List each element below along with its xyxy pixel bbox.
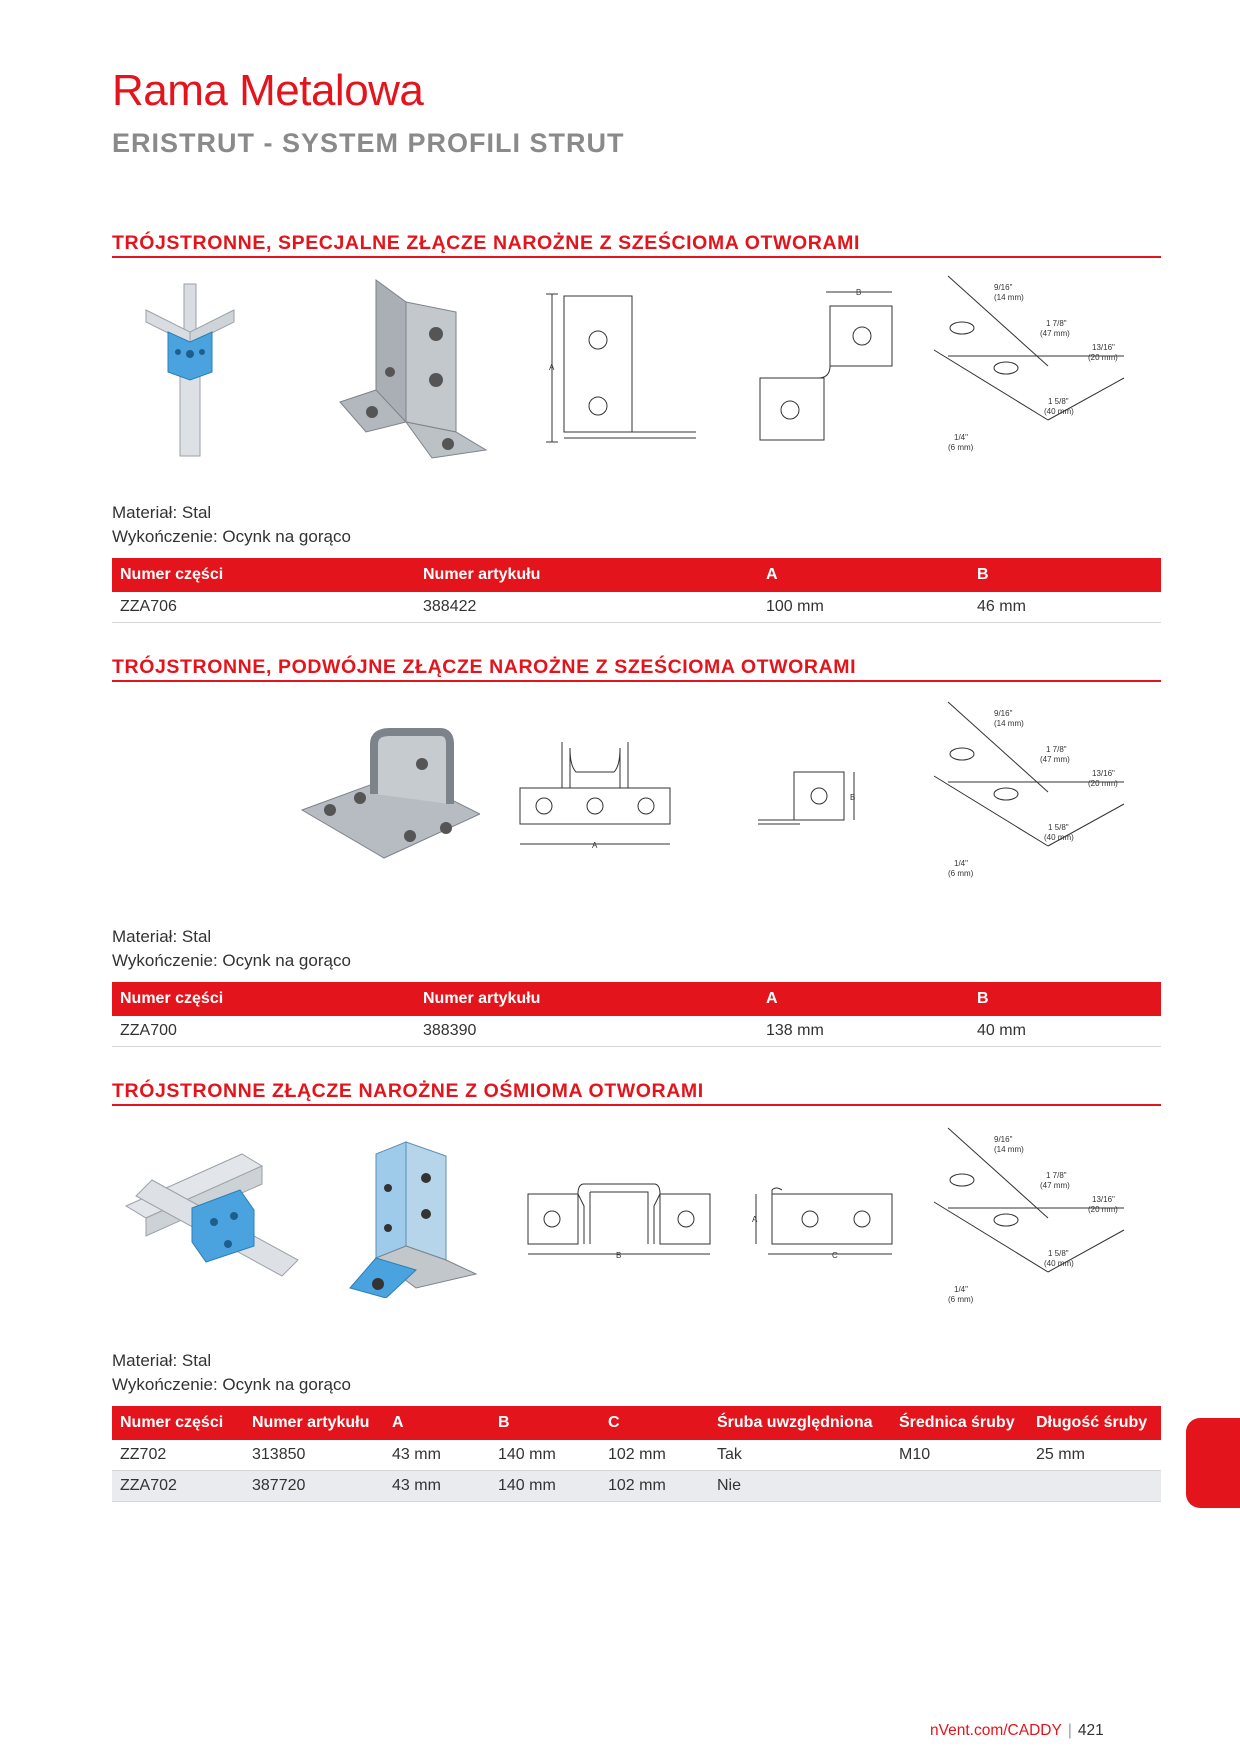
svg-text:B: B	[616, 1251, 622, 1260]
svg-text:B: B	[850, 793, 856, 802]
technical-drawing-top-view	[756, 286, 896, 441]
svg-text:(47 mm): (47 mm)	[1040, 755, 1070, 764]
table-header: Długość śruby	[1028, 1406, 1161, 1440]
material-text: Materiał: Stal	[112, 503, 212, 522]
material-text: Materiał: Stal	[112, 927, 212, 946]
hole-spacing-diagram	[928, 1122, 1128, 1312]
product-photo-u-bracket	[300, 724, 480, 864]
svg-text:(6 mm): (6 mm)	[948, 443, 974, 452]
hole-spacing-diagram	[928, 696, 1128, 886]
finish-text: Wykończenie: Ocynk na gorąco	[112, 951, 351, 970]
svg-text:(40 mm): (40 mm)	[1044, 407, 1074, 416]
table-header: Numer części	[112, 558, 415, 592]
svg-text:(14 mm): (14 mm)	[994, 719, 1024, 728]
spec-table	[112, 558, 1161, 623]
table-header: Śruba uwzględniona	[709, 1406, 891, 1440]
dim-label-b: B	[856, 288, 862, 297]
svg-text:(6 mm): (6 mm)	[948, 869, 974, 878]
svg-text:A: A	[752, 1215, 758, 1224]
product-photo-strut-assembly	[140, 280, 240, 460]
table-header: B	[490, 1406, 600, 1440]
svg-text:1 7/8": 1 7/8"	[1046, 1171, 1067, 1180]
dim-label-a: A	[549, 363, 555, 372]
table-header: Numer artykułu	[415, 558, 758, 592]
product-photo-bracket	[336, 272, 491, 462]
svg-text:A: A	[592, 841, 598, 850]
svg-text:13/16": 13/16"	[1092, 769, 1115, 778]
table-header: Numer części	[112, 982, 415, 1016]
spec-table	[112, 982, 1161, 1047]
svg-text:(40 mm): (40 mm)	[1044, 833, 1074, 842]
product-photo-strut-cross	[122, 1150, 302, 1280]
page-number: 421	[1077, 1722, 1104, 1739]
technical-drawing-front-view	[524, 1178, 714, 1260]
svg-text:(6 mm): (6 mm)	[948, 1295, 974, 1304]
svg-text:1/4": 1/4"	[954, 433, 968, 442]
svg-text:(20 mm): (20 mm)	[1088, 353, 1118, 362]
svg-text:1/4": 1/4"	[954, 859, 968, 868]
section-title: TRÓJSTRONNE, PODWÓJNE ZŁĄCZE NAROŻNE Z SZEŚCIOMA OTWORAMI	[112, 656, 857, 678]
page-subtitle: ERISTRUT - SYSTEM PROFILI STRUT	[112, 128, 625, 158]
footer-link[interactable]: nVent.com/CADDY	[930, 1722, 1062, 1739]
table-header: Średnica śruby	[891, 1406, 1028, 1440]
svg-text:13/16": 13/16"	[1092, 343, 1115, 352]
table-header: A	[758, 558, 969, 592]
table-header: A	[758, 982, 969, 1016]
svg-text:9/16": 9/16"	[994, 709, 1013, 718]
table-header: B	[969, 558, 1161, 592]
footer-separator: |	[1067, 1722, 1072, 1739]
product-photo-blue-bracket	[346, 1138, 481, 1298]
page-title: Rama Metalowa	[112, 66, 424, 115]
svg-text:1 7/8": 1 7/8"	[1046, 319, 1067, 328]
table-header: Numer artykułu	[244, 1406, 384, 1440]
technical-drawing-front-view	[516, 738, 676, 854]
section-divider	[112, 1104, 1161, 1106]
material-text: Materiał: Stal	[112, 1351, 212, 1370]
hole-spacing-diagram	[928, 270, 1128, 460]
section-divider	[112, 680, 1161, 682]
svg-text:(40 mm): (40 mm)	[1044, 1259, 1074, 1268]
footer	[930, 1722, 1104, 1740]
table-header: C	[600, 1406, 709, 1440]
section-title: TRÓJSTRONNE, SPECJALNE ZŁĄCZE NAROŻNE Z SZEŚCIOMA OTWORAMI	[112, 232, 861, 254]
svg-text:C: C	[832, 1251, 838, 1260]
finish-text: Wykończenie: Ocynk na gorąco	[112, 527, 351, 546]
svg-text:(47 mm): (47 mm)	[1040, 1181, 1070, 1190]
technical-drawing-side-view	[754, 768, 864, 828]
svg-text:1/4": 1/4"	[954, 1285, 968, 1294]
table-row: ZZ702 313850 43 mm 140 mm 102 mm Tak M10 25 mm	[112, 1440, 1161, 1471]
table-header: Numer części	[112, 1406, 244, 1440]
svg-text:1 7/8": 1 7/8"	[1046, 745, 1067, 754]
svg-text:13/16": 13/16"	[1092, 1195, 1115, 1204]
svg-text:(20 mm): (20 mm)	[1088, 779, 1118, 788]
svg-text:1 5/8": 1 5/8"	[1048, 1249, 1069, 1258]
table-row: ZZA702 387720 43 mm 140 mm 102 mm Nie	[112, 1471, 1161, 1502]
technical-drawing-side-view	[540, 288, 700, 453]
svg-text:1 5/8": 1 5/8"	[1048, 823, 1069, 832]
chapter-tab	[1186, 1418, 1240, 1508]
table-header: A	[384, 1406, 490, 1440]
section-divider	[112, 256, 1161, 258]
table-row: ZZA706 388422 100 mm 46 mm	[112, 592, 1161, 623]
finish-text: Wykończenie: Ocynk na gorąco	[112, 1375, 351, 1394]
svg-text:(47 mm): (47 mm)	[1040, 329, 1070, 338]
section-title: TRÓJSTRONNE ZŁĄCZE NAROŻNE Z OŚMIOMA OTWORAMI	[112, 1080, 704, 1102]
table-row: ZZA700 388390 138 mm 40 mm	[112, 1016, 1161, 1047]
svg-text:(20 mm): (20 mm)	[1088, 1205, 1118, 1214]
spec-table	[112, 1406, 1161, 1502]
table-header: B	[969, 982, 1161, 1016]
svg-text:9/16": 9/16"	[994, 283, 1013, 292]
svg-text:1 5/8": 1 5/8"	[1048, 397, 1069, 406]
svg-text:(14 mm): (14 mm)	[994, 293, 1024, 302]
svg-text:(14 mm): (14 mm)	[994, 1145, 1024, 1154]
table-header: Numer artykułu	[415, 982, 758, 1016]
svg-text:9/16": 9/16"	[994, 1135, 1013, 1144]
technical-drawing-side-view	[748, 1178, 898, 1260]
